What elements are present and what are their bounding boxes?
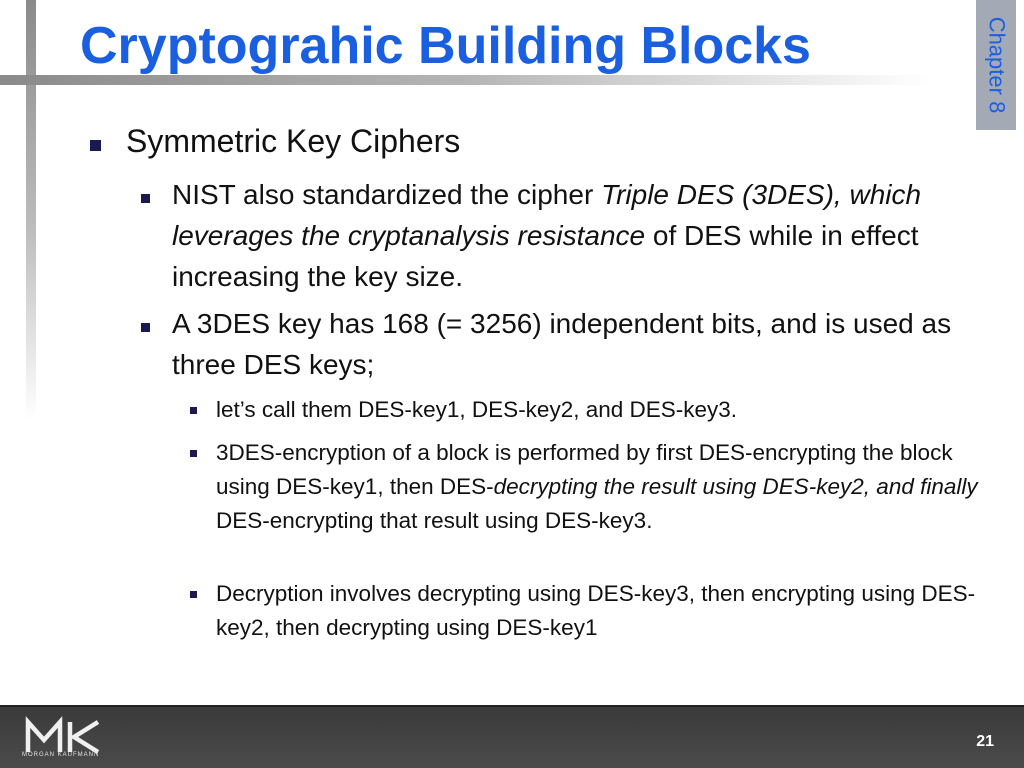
bullet-text: 3DES-encryption of a block is performed by first DES-encrypting the block using DES-key1, then DES- [216, 440, 953, 499]
bullet-text: of DES while in effect increasing the key size. [172, 220, 919, 292]
bullet-marker-level2 [141, 194, 150, 203]
bullet-level2: A 3DES key has 168 (= 3256) independent bits, and is used as three DES keys; [172, 308, 952, 380]
bullet-text-italic: Triple DES (3DES), which leverages the cryptanalysis resistance [172, 179, 922, 251]
bullet-marker-level3 [190, 450, 197, 457]
chapter-label: Chapter 8 [984, 16, 1009, 114]
logo-subtitle: MORGAN KAUFMANN [22, 752, 100, 758]
bullet-marker-level3 [190, 407, 197, 414]
bullet-marker-level2 [141, 323, 150, 332]
bullet-text-italic: decrypting the result using DES-key2, and finally [493, 474, 978, 499]
footer-bar [0, 707, 1024, 768]
vertical-accent-bar [26, 0, 36, 420]
chapter-tab [976, 0, 1016, 130]
bullet-level3: Decryption involves decrypting using DES-key3, then encrypting using DES-key2, then decrypting using DES-key1 [216, 581, 976, 640]
horizontal-accent-bar [0, 75, 930, 85]
bullet-level1: Symmetric Key Ciphers [126, 123, 461, 159]
bullet-text: NIST also standardized the cipher [172, 179, 602, 210]
bullet-level3 [216, 436, 986, 538]
page-number: 21 [976, 733, 994, 750]
bullet-level2 [172, 174, 992, 297]
bullet-level3: let’s call them DES-key1, DES-key2, and DES-key3. [216, 397, 738, 422]
slide-title: Cryptograhic Building Blocks [80, 17, 811, 75]
bullet-marker-level1 [90, 140, 101, 151]
bullet-marker-level3 [190, 591, 197, 598]
bullet-text: DES-encrypting that result using DES-key3. [216, 508, 653, 533]
